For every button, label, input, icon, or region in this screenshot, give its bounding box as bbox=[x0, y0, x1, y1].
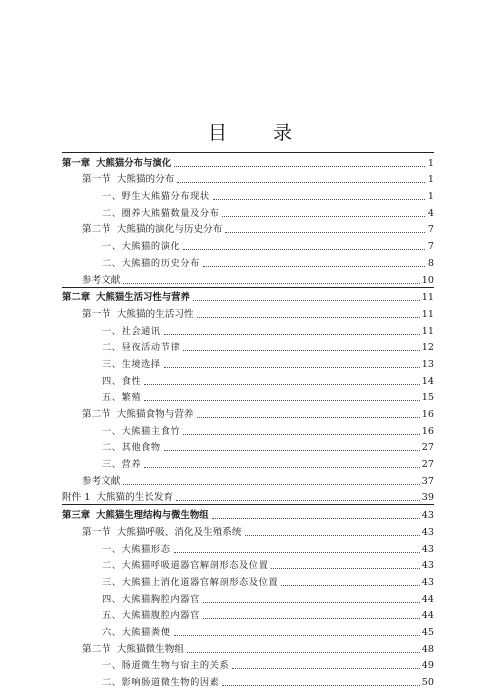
toc-entry-item[interactable] bbox=[62, 338, 434, 355]
toc-entry-label bbox=[102, 560, 268, 572]
page-number: 43 bbox=[421, 526, 434, 538]
toc-entry-item[interactable] bbox=[62, 656, 434, 673]
toc-entry-label bbox=[102, 442, 161, 454]
page-number: 16 bbox=[421, 409, 434, 420]
toc-entry-title: 二、昼夜活动节律 bbox=[102, 342, 181, 354]
page-number: 39 bbox=[421, 492, 434, 504]
toc-entry-label bbox=[102, 594, 200, 606]
page-number: 10 bbox=[421, 274, 434, 286]
toc-entry-label bbox=[82, 527, 242, 539]
dot-leader bbox=[176, 500, 420, 501]
dot-leader bbox=[203, 266, 425, 267]
dot-leader bbox=[203, 602, 420, 603]
toc-entry-label bbox=[82, 644, 184, 656]
toc-entry-label bbox=[102, 376, 141, 388]
toc-entry-title: 大熊猫食物与营养 bbox=[116, 409, 194, 420]
table-of-contents bbox=[62, 152, 434, 689]
toc-entry-item[interactable] bbox=[62, 438, 434, 455]
dot-leader bbox=[281, 585, 420, 586]
toc-entry-label bbox=[102, 342, 180, 354]
dot-leader bbox=[174, 635, 420, 636]
toc-entry-item[interactable] bbox=[62, 388, 434, 405]
toc-entry-item[interactable] bbox=[62, 354, 434, 371]
page-number: 12 bbox=[421, 342, 434, 354]
toc-entry-label bbox=[102, 359, 161, 371]
toc-entry-label bbox=[62, 158, 171, 170]
dot-leader bbox=[164, 334, 420, 335]
toc-entry-title: 大熊猫的生长发育 bbox=[96, 492, 174, 504]
toc-entry-item[interactable] bbox=[62, 421, 434, 438]
toc-entry-label bbox=[102, 544, 171, 556]
toc-entry-item[interactable] bbox=[62, 556, 434, 573]
toc-entry-title: 一、社会通讯 bbox=[102, 325, 161, 337]
toc-entry-number: 第一节 bbox=[82, 526, 111, 538]
page-number: 11 bbox=[421, 325, 434, 337]
dot-leader bbox=[183, 249, 425, 250]
page-number: 11 bbox=[421, 292, 434, 304]
toc-entry-chapter[interactable] bbox=[62, 287, 434, 305]
dot-leader bbox=[232, 668, 420, 669]
toc-entry-label bbox=[82, 174, 174, 186]
toc-entry-section[interactable] bbox=[62, 304, 434, 321]
page-number: 50 bbox=[421, 677, 434, 688]
toc-entry-label bbox=[82, 476, 120, 488]
toc-entry-number: 第三章 bbox=[62, 510, 91, 522]
dot-leader bbox=[123, 484, 419, 485]
toc-entry-title: 一、大熊猫主食竹 bbox=[102, 425, 181, 437]
toc-entry-label bbox=[102, 610, 200, 622]
toc-entry-title: 大熊猫生理结构与微生物组 bbox=[96, 510, 209, 522]
toc-entry-label bbox=[102, 577, 278, 589]
toc-entry-appendix[interactable] bbox=[62, 488, 434, 505]
toc-entry-title: 三、大熊猫上消化道器官解剖形态及位置 bbox=[102, 576, 279, 588]
toc-entry-label bbox=[102, 392, 141, 404]
dot-leader bbox=[174, 166, 425, 167]
toc-entry-title: 一、野生大熊猫分布现状 bbox=[102, 191, 210, 203]
toc-entry-item[interactable] bbox=[62, 203, 434, 220]
page-number: 37 bbox=[421, 475, 434, 487]
page-number: 16 bbox=[421, 425, 434, 437]
toc-entry-title: 二、其他食物 bbox=[102, 442, 161, 454]
dot-leader bbox=[183, 350, 419, 351]
toc-entry-number: 第一节 bbox=[82, 308, 111, 320]
toc-entry-chapter[interactable] bbox=[62, 152, 434, 170]
dot-leader bbox=[225, 232, 425, 233]
toc-entry-label bbox=[102, 660, 229, 672]
toc-entry-title: 四、食性 bbox=[102, 375, 142, 387]
page-number: 8 bbox=[427, 257, 434, 269]
dot-leader bbox=[222, 685, 419, 686]
toc-entry-section[interactable] bbox=[62, 404, 434, 421]
dot-leader bbox=[144, 467, 420, 468]
page-number: 44 bbox=[421, 610, 434, 622]
toc-entry-section[interactable] bbox=[62, 220, 434, 237]
toc-entry-item[interactable] bbox=[62, 589, 434, 606]
toc-entry-item[interactable] bbox=[62, 253, 434, 270]
toc-entry-title: 大熊猫的演化与历史分布 bbox=[116, 224, 223, 236]
dot-leader bbox=[193, 300, 420, 301]
toc-entry-title: 参考文献 bbox=[82, 475, 121, 487]
page-number: 1 bbox=[427, 157, 434, 169]
toc-entry-title: 一、大熊猫的演化 bbox=[102, 241, 181, 253]
dot-leader bbox=[144, 384, 420, 385]
toc-entry-title: 参考文献 bbox=[82, 274, 121, 286]
dot-leader bbox=[144, 400, 420, 401]
toc-entry-number: 第二节 bbox=[82, 643, 111, 655]
toc-entry-title: 二、圈养大熊猫数量及分布 bbox=[102, 207, 220, 219]
page-number: 49 bbox=[421, 660, 434, 672]
dot-leader bbox=[197, 317, 420, 318]
dot-leader bbox=[212, 518, 420, 519]
dot-leader bbox=[222, 216, 425, 217]
toc-entry-label bbox=[62, 510, 209, 522]
toc-entry-number: 第二章 bbox=[62, 292, 91, 304]
page-title: 目 录 bbox=[207, 122, 313, 144]
toc-entry-number: 第一节 bbox=[82, 174, 111, 186]
page-number: 44 bbox=[421, 593, 434, 605]
toc-entry-label bbox=[82, 275, 120, 287]
toc-entry-label bbox=[102, 459, 141, 471]
dot-leader bbox=[187, 652, 420, 653]
page-number: 43 bbox=[421, 543, 434, 555]
dot-leader bbox=[164, 367, 420, 368]
toc-entry-label bbox=[62, 292, 190, 304]
toc-entry-label bbox=[102, 677, 219, 689]
toc-entry-item[interactable] bbox=[62, 606, 434, 623]
toc-entry-label bbox=[102, 208, 219, 220]
toc-entry-ref[interactable] bbox=[62, 270, 434, 287]
toc-entry-title: 大熊猫生活习性与营养 bbox=[96, 292, 190, 304]
toc-entry-number: 第二节 bbox=[82, 409, 111, 420]
toc-entry-section[interactable] bbox=[62, 639, 434, 656]
toc-entry-label bbox=[82, 409, 194, 421]
toc-entry-title: 大熊猫的分布 bbox=[116, 174, 175, 186]
toc-entry-title: 五、大熊猫腹腔内器官 bbox=[102, 610, 200, 622]
toc-entry-section[interactable] bbox=[62, 522, 434, 539]
toc-entry-title: 三、营养 bbox=[102, 459, 142, 471]
dot-leader bbox=[177, 182, 425, 183]
dot-leader bbox=[271, 568, 419, 569]
toc-entry-label bbox=[82, 224, 222, 236]
toc-entry-title: 六、大熊猫粪便 bbox=[102, 626, 171, 638]
page-number: 13 bbox=[421, 358, 434, 370]
page-number: 48 bbox=[421, 643, 434, 655]
toc-entry-title: 大熊猫分布与演化 bbox=[96, 157, 172, 169]
page-number: 43 bbox=[421, 510, 434, 522]
page-number: 27 bbox=[421, 442, 434, 454]
toc-entry-title: 三、生境选择 bbox=[102, 358, 161, 370]
toc-entry-label bbox=[82, 309, 194, 321]
toc-entry-item[interactable] bbox=[62, 321, 434, 338]
dot-leader bbox=[197, 417, 420, 418]
toc-entry-label bbox=[102, 426, 180, 438]
dot-leader bbox=[183, 434, 419, 435]
toc-entry-label bbox=[102, 258, 200, 270]
page-number: 7 bbox=[427, 224, 434, 236]
page-number: 15 bbox=[421, 392, 434, 404]
page-number: 14 bbox=[421, 375, 434, 387]
toc-entry-title: 一、肠道微生物与宿主的关系 bbox=[102, 660, 230, 672]
page-number: 1 bbox=[427, 191, 434, 203]
toc-entry-title: 大熊猫的生活习性 bbox=[116, 308, 194, 320]
dot-leader bbox=[203, 618, 420, 619]
dot-leader bbox=[164, 450, 420, 451]
toc-entry-number: 第一章 bbox=[62, 157, 91, 169]
toc-entry-item[interactable] bbox=[62, 454, 434, 471]
toc-entry-title: 二、影响肠道微生物的因素 bbox=[102, 677, 220, 688]
page-number: 43 bbox=[421, 560, 434, 572]
toc-entry-title: 二、大熊猫呼吸道器官解剖形态及位置 bbox=[102, 560, 269, 572]
toc-entry-item[interactable] bbox=[62, 371, 434, 388]
toc-entry-chapter[interactable] bbox=[62, 504, 434, 522]
dot-leader bbox=[213, 199, 425, 200]
toc-entry-title: 四、大熊猫胸腔内器官 bbox=[102, 593, 200, 605]
toc-entry-section[interactable] bbox=[62, 170, 434, 187]
toc-entry-label bbox=[102, 326, 161, 338]
toc-entry-item[interactable] bbox=[62, 539, 434, 556]
toc-entry-title: 大熊猫微生物组 bbox=[116, 643, 184, 655]
toc-entry-item[interactable] bbox=[62, 672, 434, 689]
toc-entry-title: 大熊猫呼吸、消化及生殖系统 bbox=[116, 526, 242, 538]
dot-leader bbox=[174, 552, 420, 553]
toc-entry-label bbox=[102, 191, 210, 203]
toc-entry-item[interactable] bbox=[62, 622, 434, 639]
toc-entry-label bbox=[102, 627, 171, 639]
toc-entry-number: 附件 1 bbox=[62, 492, 91, 504]
page-number: 27 bbox=[421, 459, 434, 471]
toc-entry-label bbox=[102, 241, 180, 253]
toc-entry-item[interactable] bbox=[62, 572, 434, 589]
toc-entry-title: 二、大熊猫的历史分布 bbox=[102, 257, 200, 269]
toc-entry-title: 一、大熊猫形态 bbox=[102, 543, 171, 555]
dot-leader bbox=[123, 283, 419, 284]
page-number: 11 bbox=[421, 308, 434, 320]
toc-entry-label bbox=[62, 492, 173, 504]
page-number: 43 bbox=[421, 576, 434, 588]
dot-leader bbox=[245, 535, 420, 536]
page-number: 4 bbox=[427, 207, 434, 219]
toc-entry-number: 第二节 bbox=[82, 224, 111, 236]
page-number: 1 bbox=[427, 174, 434, 186]
page-number: 7 bbox=[427, 241, 434, 253]
toc-entry-ref[interactable] bbox=[62, 471, 434, 488]
toc-entry-item[interactable] bbox=[62, 236, 434, 253]
page-number: 45 bbox=[421, 626, 434, 638]
toc-entry-item[interactable] bbox=[62, 186, 434, 203]
toc-entry-title: 五、繁殖 bbox=[102, 392, 142, 404]
